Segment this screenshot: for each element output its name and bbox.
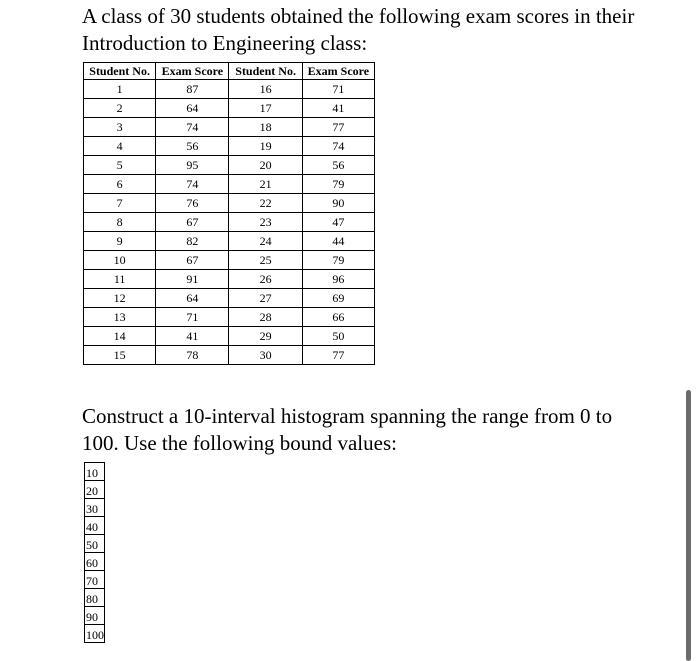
exam-score-cell: 56 [156,137,229,156]
exam-score-cell: 79 [302,175,374,194]
bound-value-cell: 30 [85,499,105,517]
bound-value-cell: 90 [85,607,105,625]
list-item [85,607,105,625]
intro-text: A class of 30 students obtained the following exam scores in their Introduction to Engineering class: [82,4,635,55]
bound-value-cell: 20 [85,481,105,499]
table-row [84,80,375,99]
bound-values-table [84,462,105,643]
student-number-cell: 20 [229,156,302,175]
table-row [84,327,375,346]
exam-score-cell: 41 [302,99,374,118]
list-item [85,481,105,499]
exam-score-cell: 79 [302,251,374,270]
list-item [85,535,105,553]
student-number-cell: 4 [84,137,156,156]
student-number-cell: 12 [84,289,156,308]
header-exam-score-2: Exam Score [302,63,374,80]
exam-score-cell: 87 [156,80,229,99]
exam-score-cell: 90 [302,194,374,213]
scores-table-body [84,80,375,365]
list-item [85,517,105,535]
exam-score-cell: 44 [302,232,374,251]
bound-value-cell: 60 [85,553,105,571]
list-item [85,625,105,643]
table-row [84,213,375,232]
bound-value-cell: 10 [85,463,105,481]
student-number-cell: 3 [84,118,156,137]
exam-score-cell: 71 [156,308,229,327]
student-number-cell: 17 [229,99,302,118]
exam-score-cell: 82 [156,232,229,251]
student-number-cell: 13 [84,308,156,327]
list-item [85,553,105,571]
student-number-cell: 6 [84,175,156,194]
exam-score-cell: 66 [302,308,374,327]
exam-score-cell: 74 [156,118,229,137]
table-row [84,308,375,327]
exam-score-cell: 76 [156,194,229,213]
student-number-cell: 23 [229,213,302,232]
student-number-cell: 15 [84,346,156,365]
bound-value-cell: 80 [85,589,105,607]
table-row [84,137,375,156]
student-number-cell: 29 [229,327,302,346]
table-row [84,99,375,118]
table-row [84,156,375,175]
student-number-cell: 18 [229,118,302,137]
exam-score-cell: 74 [156,175,229,194]
exam-score-cell: 67 [156,213,229,232]
header-student-no-2: Student No. [229,63,302,80]
student-number-cell: 26 [229,270,302,289]
exam-score-cell: 96 [302,270,374,289]
student-number-cell: 25 [229,251,302,270]
list-item [85,499,105,517]
exam-score-cell: 56 [302,156,374,175]
task-text: Construct a 10-interval histogram spanning the range from 0 to 100. Use the following bound values: [82,404,613,455]
student-number-cell: 27 [229,289,302,308]
student-number-cell: 22 [229,194,302,213]
header-student-no-1: Student No. [84,63,156,80]
student-number-cell: 21 [229,175,302,194]
table-row [84,270,375,289]
student-number-cell: 7 [84,194,156,213]
student-number-cell: 5 [84,156,156,175]
exam-score-cell: 47 [302,213,374,232]
bound-value-cell: 100 [85,625,105,643]
student-number-cell: 9 [84,232,156,251]
student-number-cell: 30 [229,346,302,365]
exam-score-cell: 91 [156,270,229,289]
table-row [84,232,375,251]
student-number-cell: 8 [84,213,156,232]
student-number-cell: 14 [84,327,156,346]
vertical-scrollbar[interactable] [686,390,691,661]
exam-score-cell: 50 [302,327,374,346]
list-item [85,589,105,607]
exam-score-cell: 67 [156,251,229,270]
table-row [84,251,375,270]
table-row [84,175,375,194]
list-item [85,463,105,481]
student-number-cell: 10 [84,251,156,270]
exam-score-cell: 64 [156,99,229,118]
student-number-cell: 2 [84,99,156,118]
table-row [84,346,375,365]
list-item [85,571,105,589]
exam-score-cell: 69 [302,289,374,308]
exam-score-cell: 95 [156,156,229,175]
exam-score-cell: 71 [302,80,374,99]
exam-score-cell: 77 [302,118,374,137]
table-row [84,118,375,137]
table-row [84,289,375,308]
bound-value-cell: 70 [85,571,105,589]
table-header-row [84,63,375,80]
exam-score-cell: 74 [302,137,374,156]
student-number-cell: 16 [229,80,302,99]
bound-value-cell: 40 [85,517,105,535]
student-number-cell: 1 [84,80,156,99]
exam-scores-table [83,62,375,365]
exam-score-cell: 78 [156,346,229,365]
table-row [84,194,375,213]
student-number-cell: 24 [229,232,302,251]
exam-score-cell: 41 [156,327,229,346]
exam-score-cell: 64 [156,289,229,308]
exam-score-cell: 77 [302,346,374,365]
student-number-cell: 28 [229,308,302,327]
header-exam-score-1: Exam Score [156,63,229,80]
student-number-cell: 11 [84,270,156,289]
student-number-cell: 19 [229,137,302,156]
bound-value-cell: 50 [85,535,105,553]
